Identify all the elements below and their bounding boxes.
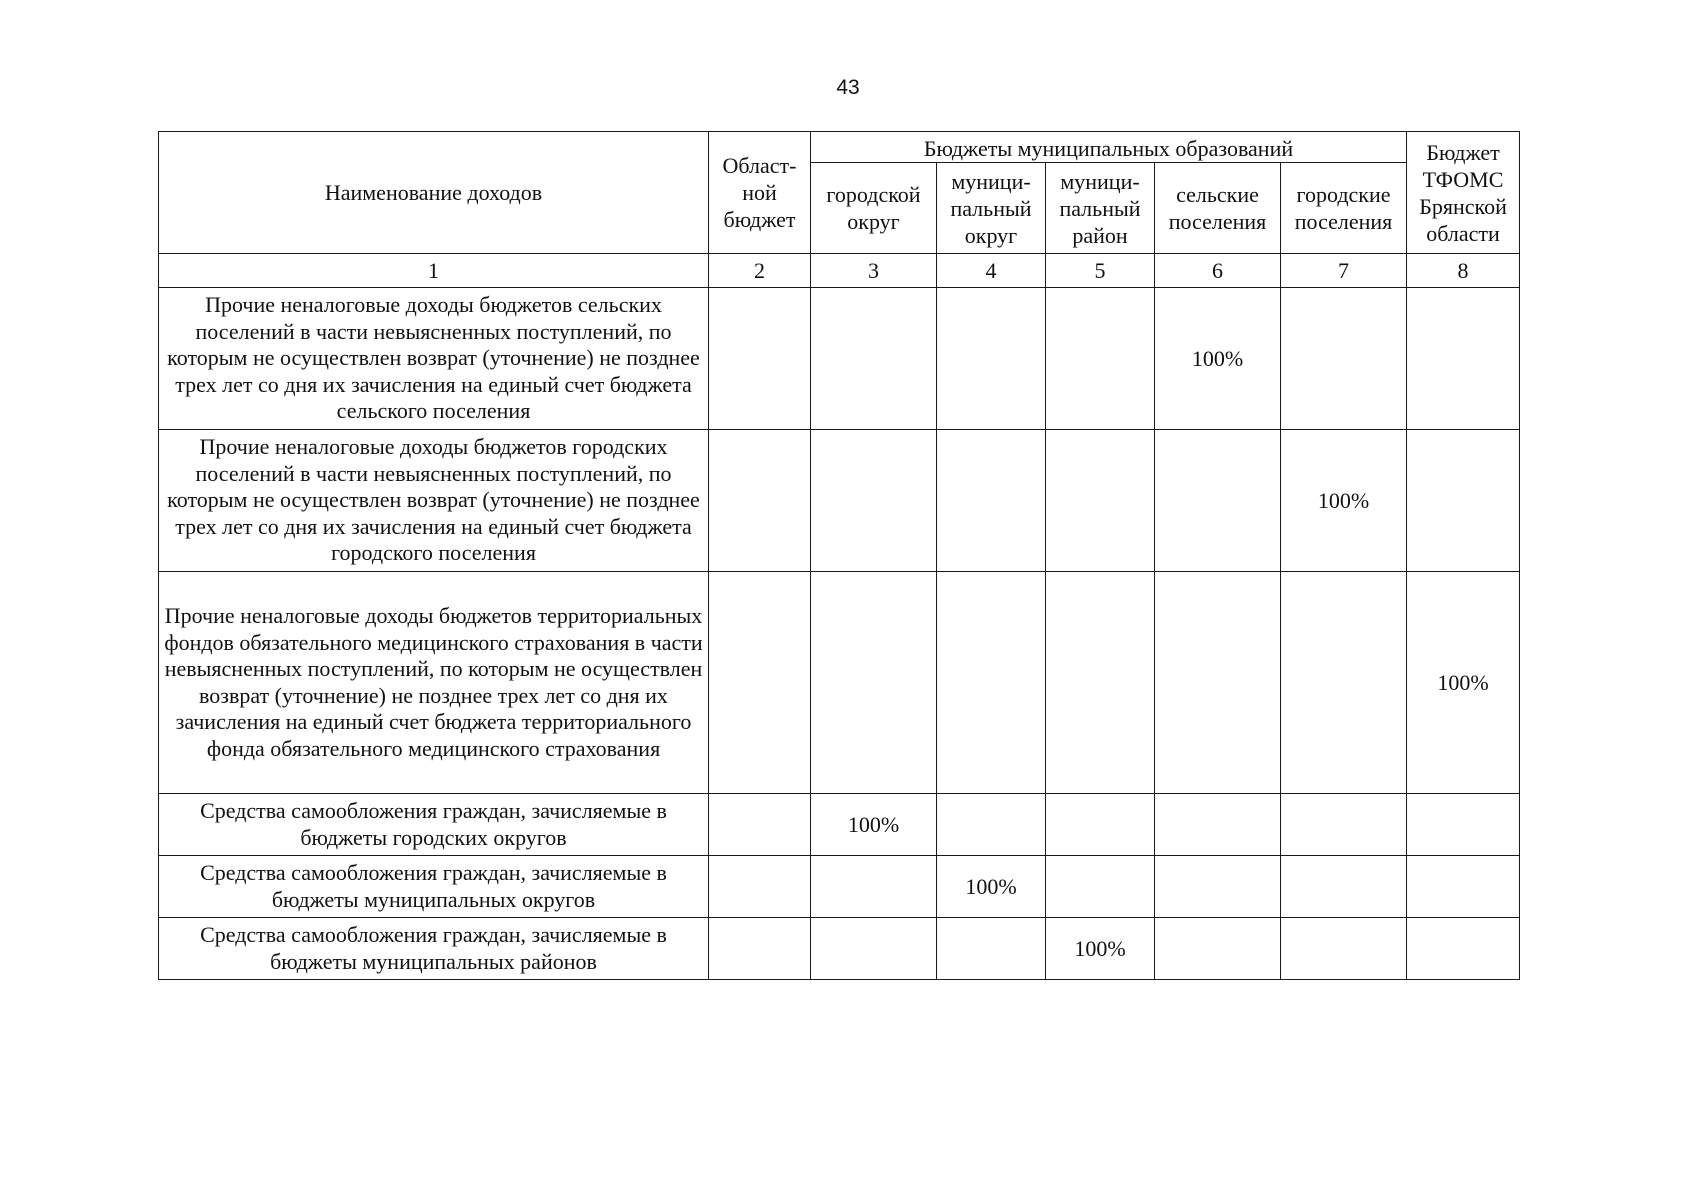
table-row [159,288,1520,430]
share-value [937,430,1046,572]
share-value [709,918,811,980]
share-value [1155,918,1281,980]
share-value [709,794,811,856]
income-name: Средства самообложения граждан, зачисляемые в бюджеты городских округов [159,794,709,856]
share-value [1407,430,1520,572]
share-value [811,288,937,430]
table-row [159,918,1520,980]
header-urban-settlements: городские поселения [1281,163,1407,254]
share-value [1155,794,1281,856]
income-name: Средства самообложения граждан, зачисляемые в бюджеты муниципальных районов [159,918,709,980]
share-value: 100% [1155,288,1281,430]
column-number: 6 [1155,254,1281,288]
share-value [1281,288,1407,430]
income-name: Прочие неналоговые доходы бюджетов сельских поселений в части невыясненных поступлений, по которым не осуществлен возврат (уточнение) не позднее трех лет со дня их зачисления на единый счет бюджета сельского поселения [159,288,709,430]
share-value [1046,430,1155,572]
share-value [811,918,937,980]
income-name: Прочие неналоговые доходы бюджетов территориальных фондов обязательного медицинского страхования в части невыясненных поступлений, по которым не осуществлен возврат (уточнение) не позднее трех лет со дня их зачисления на единый счет бюджета территориального фонда обязательного медицинского страхования [159,572,709,794]
share-value [709,856,811,918]
table-row [159,856,1520,918]
header-municipal-area: муници- пальный район [1046,163,1155,254]
header-tfoms-label: Бюджет ТФОМС Брянской области [1419,139,1507,246]
table-row [159,572,1520,794]
share-value [811,572,937,794]
share-value [811,430,937,572]
share-value [1407,856,1520,918]
share-value [1046,572,1155,794]
share-value [1155,856,1281,918]
header-municipal-budgets: Бюджеты муниципальных образований [811,132,1407,163]
column-number: 2 [709,254,811,288]
share-value [811,856,937,918]
share-value [1046,288,1155,430]
share-value [1155,430,1281,572]
header-rural-settlements: сельские поселения [1155,163,1281,254]
header-tfoms-budget [1407,132,1520,254]
income-distribution-table [158,131,1520,980]
header-regional-budget [709,132,811,254]
table-row [159,794,1520,856]
column-number: 3 [811,254,937,288]
column-number: 7 [1281,254,1407,288]
share-value [1281,794,1407,856]
share-value: 100% [937,856,1046,918]
share-value [1281,572,1407,794]
column-numbers-row [159,254,1520,288]
header-municipal-district: муници- пальный округ [937,163,1046,254]
header-income-name: Наименование доходов [159,132,709,254]
share-value [709,430,811,572]
share-value [709,288,811,430]
page-number: 43 [836,76,860,99]
share-value [1155,572,1281,794]
table-row [159,430,1520,572]
share-value [1407,794,1520,856]
share-value [1407,288,1520,430]
share-value: 100% [1407,572,1520,794]
share-value [1281,918,1407,980]
share-value [1046,794,1155,856]
column-number: 4 [937,254,1046,288]
header-regional-budget-label: Област- ной бюджет [722,153,797,232]
share-value: 100% [811,794,937,856]
column-number: 1 [159,254,709,288]
share-value [937,288,1046,430]
share-value [1281,856,1407,918]
share-value [709,572,811,794]
share-value [1407,918,1520,980]
income-name: Средства самообложения граждан, зачисляемые в бюджеты муниципальных округов [159,856,709,918]
column-number: 8 [1407,254,1520,288]
share-value: 100% [1281,430,1407,572]
share-value: 100% [1046,918,1155,980]
share-value [1046,856,1155,918]
column-number: 5 [1046,254,1155,288]
share-value [937,572,1046,794]
share-value [937,794,1046,856]
income-name: Прочие неналоговые доходы бюджетов городских поселений в части невыясненных поступлений, по которым не осуществлен возврат (уточнение) не позднее трех лет со дня их зачисления на единый счет бюджета городского поселения [159,430,709,572]
header-city-district: городской округ [811,163,937,254]
share-value [937,918,1046,980]
